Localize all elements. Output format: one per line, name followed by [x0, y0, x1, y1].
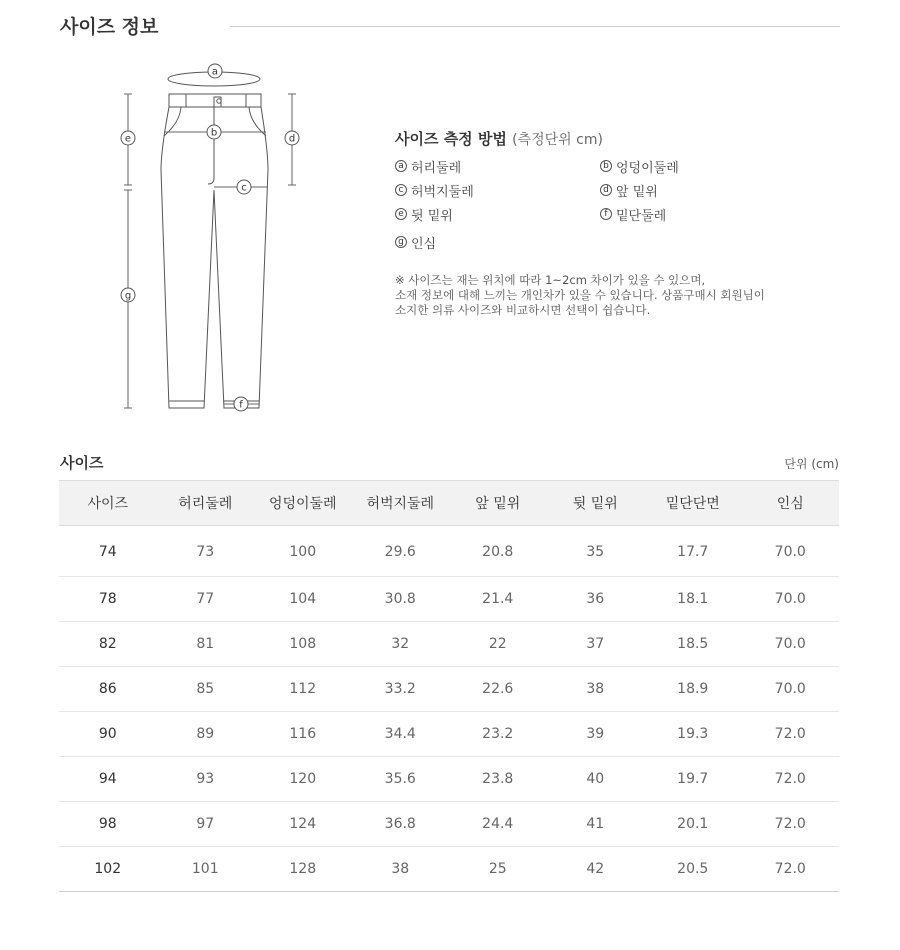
measurement-cell: 72.0 [742, 712, 840, 757]
measurement-info [395, 128, 845, 318]
marker-f: f [239, 399, 243, 411]
size-table-unit: 단위 (cm) [784, 457, 839, 471]
size-cell: 74 [59, 526, 157, 577]
pants-diagram [110, 60, 310, 420]
measurement-cell: 70.0 [742, 622, 840, 667]
column-header: 엉덩이둘레 [254, 481, 352, 526]
measurement-cell: 120 [254, 757, 352, 802]
measurement-cell: 70.0 [742, 577, 840, 622]
legend-item-c [395, 181, 600, 199]
table-row [59, 622, 839, 667]
legend-marker: b [600, 160, 612, 172]
column-header: 밑단단면 [644, 481, 742, 526]
marker-e: e [124, 133, 132, 145]
legend-marker: g [395, 236, 407, 248]
measurement-cell: 32 [352, 622, 450, 667]
marker-d: d [288, 133, 296, 145]
size-cell: 98 [59, 802, 157, 847]
size-cell: 86 [59, 667, 157, 712]
measurement-cell: 30.8 [352, 577, 450, 622]
column-header: 앞 밑위 [449, 481, 547, 526]
measurement-cell: 128 [254, 847, 352, 892]
column-header: 허리둘레 [157, 481, 255, 526]
measurement-cell: 81 [157, 622, 255, 667]
measurement-cell: 112 [254, 667, 352, 712]
title-divider [230, 26, 840, 27]
measurement-heading-unit: (측정단위 cm) [512, 132, 603, 148]
measurement-cell: 38 [547, 667, 645, 712]
size-cell: 82 [59, 622, 157, 667]
legend-label: 밑단둘레 [616, 208, 667, 224]
column-header: 허벅지둘레 [352, 481, 450, 526]
measurement-cell: 100 [254, 526, 352, 577]
size-table-title: 사이즈 [60, 454, 104, 472]
measurement-cell: 22 [449, 622, 547, 667]
measurement-cell: 42 [547, 847, 645, 892]
measurement-cell: 23.2 [449, 712, 547, 757]
legend-item-a [395, 157, 600, 175]
table-row [59, 757, 839, 802]
measurement-cell: 18.1 [644, 577, 742, 622]
measurement-cell: 29.6 [352, 526, 450, 577]
table-row [59, 577, 839, 622]
measurement-cell: 116 [254, 712, 352, 757]
legend-item-g [395, 233, 805, 251]
size-cell: 90 [59, 712, 157, 757]
measurement-cell: 18.9 [644, 667, 742, 712]
measurement-cell: 108 [254, 622, 352, 667]
measurement-cell: 20.8 [449, 526, 547, 577]
measurement-cell: 18.5 [644, 622, 742, 667]
legend-item-f [600, 205, 805, 223]
measurement-cell: 73 [157, 526, 255, 577]
legend-marker: d [600, 184, 612, 196]
legend-item-d [600, 181, 805, 199]
size-cell: 102 [59, 847, 157, 892]
measurement-cell: 93 [157, 757, 255, 802]
table-row [59, 526, 839, 577]
column-header: 뒷 밑위 [547, 481, 645, 526]
measurement-cell: 19.3 [644, 712, 742, 757]
table-row [59, 847, 839, 892]
measurement-cell: 35.6 [352, 757, 450, 802]
measurement-cell: 19.7 [644, 757, 742, 802]
legend-label: 앞 밑위 [616, 184, 658, 200]
table-header-row [59, 481, 839, 526]
measurement-cell: 37 [547, 622, 645, 667]
column-header: 사이즈 [59, 481, 157, 526]
note-line: 소지한 의류 사이즈와 비교하시면 선택이 쉽습니다. [395, 303, 651, 317]
table-row [59, 802, 839, 847]
legend-label: 인심 [411, 236, 437, 252]
marker-g: g [124, 290, 132, 302]
legend-marker: f [600, 208, 612, 220]
size-note [395, 273, 845, 318]
measurement-heading-text: 사이즈 측정 방법 [395, 130, 507, 148]
measurement-cell: 20.1 [644, 802, 742, 847]
measurement-cell: 124 [254, 802, 352, 847]
measurement-cell: 72.0 [742, 847, 840, 892]
measurement-cell: 40 [547, 757, 645, 802]
note-line: 소재 정보에 대해 느끼는 개인차가 있을 수 있습니다. 상품구매시 회원님이 [395, 288, 765, 302]
legend-marker: a [395, 160, 407, 172]
table-row [59, 712, 839, 757]
measurement-cell: 39 [547, 712, 645, 757]
size-cell: 78 [59, 577, 157, 622]
measurement-cell: 23.8 [449, 757, 547, 802]
measurement-cell: 89 [157, 712, 255, 757]
measurement-cell: 101 [157, 847, 255, 892]
measurement-cell: 33.2 [352, 667, 450, 712]
measurement-cell: 70.0 [742, 526, 840, 577]
legend-item-b [600, 157, 805, 175]
measurement-cell: 36 [547, 577, 645, 622]
table-row [59, 667, 839, 712]
legend-label: 허벅지둘레 [411, 184, 474, 200]
size-table-body [59, 526, 839, 892]
measurement-cell: 77 [157, 577, 255, 622]
measurement-cell: 21.4 [449, 577, 547, 622]
measurement-cell: 72.0 [742, 757, 840, 802]
measurement-cell: 24.4 [449, 802, 547, 847]
measurement-cell: 36.8 [352, 802, 450, 847]
measurement-legend [395, 157, 845, 251]
size-table [59, 480, 839, 892]
measurement-cell: 72.0 [742, 802, 840, 847]
legend-marker: e [395, 208, 407, 220]
measurement-cell: 17.7 [644, 526, 742, 577]
measurement-cell: 97 [157, 802, 255, 847]
measurement-cell: 85 [157, 667, 255, 712]
measurement-heading [395, 128, 845, 149]
legend-label: 허리둘레 [411, 160, 462, 176]
measurement-cell: 34.4 [352, 712, 450, 757]
legend-label: 뒷 밑위 [411, 208, 453, 224]
measurement-cell: 70.0 [742, 667, 840, 712]
measurement-cell: 20.5 [644, 847, 742, 892]
legend-marker: c [395, 184, 407, 196]
measurement-cell: 22.6 [449, 667, 547, 712]
marker-a: a [211, 66, 219, 78]
page-title: 사이즈 정보 [60, 16, 159, 38]
marker-b: b [210, 127, 218, 139]
column-header: 인심 [742, 481, 840, 526]
measurement-cell: 35 [547, 526, 645, 577]
note-line: ※ 사이즈는 재는 위치에 따라 1~2cm 차이가 있을 수 있으며, [395, 273, 706, 287]
pants-illustration [110, 60, 310, 420]
measurement-cell: 38 [352, 847, 450, 892]
legend-label: 엉덩이둘레 [616, 160, 679, 176]
measurement-cell: 104 [254, 577, 352, 622]
measurement-cell: 25 [449, 847, 547, 892]
marker-c: c [241, 182, 247, 194]
legend-item-e [395, 205, 600, 223]
size-cell: 94 [59, 757, 157, 802]
measurement-cell: 41 [547, 802, 645, 847]
